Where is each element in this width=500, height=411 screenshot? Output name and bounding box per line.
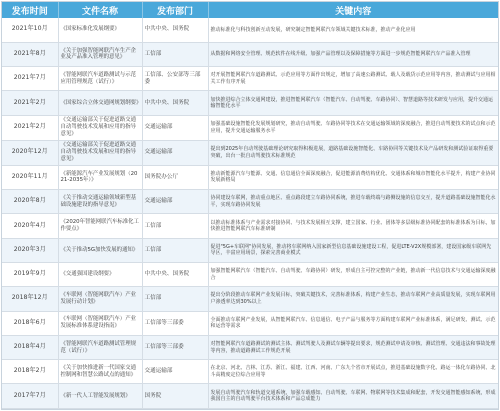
cell-name: 《国家综合立体交通网规划纲要》 [58,91,142,115]
table-row [2,115,498,140]
header-date: 发布时间 [2,2,58,18]
cell-date: 2020年12月 [2,140,58,165]
cell-dept: 工信部 [142,42,208,66]
cell-dept: 国务院办公厅 [142,165,208,189]
table-row [2,263,498,287]
table-row [2,384,498,409]
cell-name: 《关于推动5G加快发展的通知》 [58,238,142,262]
cell-name: 《2020年智能网联汽车标准化工作要点》 [58,214,142,238]
cell-dept: 交通运输部 [142,115,208,140]
cell-name: 《关于推动交通运输领域新型基础设施建设的指导意见》 [58,190,142,214]
cell-date: 2021年10月 [2,18,58,42]
cell-dept: 工信部等三部委 [142,335,208,359]
cell-date: 2020年8月 [2,190,58,214]
cell-name: 《新能源汽车产业发展规划（2021-2035年）》 [58,165,142,189]
header-dept: 发布部门 [142,2,208,18]
cell-dept: 工信部 [142,287,208,311]
cell-name: 《车联网（智能网联汽车）产业发展行动计划》 [58,287,142,311]
cell-dept: 工信部等三部委 [142,311,208,335]
table-row [2,91,498,115]
cell-date: 2020年3月 [2,238,58,262]
table-row [2,311,498,335]
policy-table-container [1,1,499,410]
cell-key: 推动标准化与科技创新互动发展，研究制定智能网联汽车领域关键技术标准，推动产业化应用 [208,18,498,42]
cell-dept: 中共中央、国务院 [142,91,208,115]
cell-date: 2021年2月 [2,115,58,140]
cell-name: 《智能网联汽车道路测试与示范应用管理规范（试行）》 [58,67,142,91]
table-row [2,190,498,214]
cell-date: 2018年12月 [2,287,58,311]
cell-date: 2021年2月 [2,91,58,115]
cell-key: 提出分阶段推动车联网产业发展目标，突破关键技术，完善标准体系，构建产业生态，推动车联网产业高质量发展，实现车联网用户渗透率达到30%以上 [208,287,498,311]
table-row [2,214,498,238]
cell-key: 推动新能源汽车与能源、交通、信息通信全面深度融合，促进能源消费结构优化、交通体系和城市智能化水平提升，构建产业协同发展新格局 [208,165,498,189]
cell-dept: 工信部、公安部等三部委 [142,67,208,91]
table-row [2,67,498,91]
table-row [2,42,498,66]
table-row [2,140,498,165]
cell-dept: 中共中央、国务院 [142,263,208,287]
table-row [2,360,498,384]
table-row [2,335,498,359]
cell-name: 《交通运输部关于促进道路交通自动驾驶技术发展和应用的指导意见》 [58,115,142,140]
cell-key: 从数据和网络安全管理、规范软件在线升级、加强产品管理以及保障措施等方面进一步规范智能网联汽车产品准入管理 [208,42,498,66]
cell-name: 《智能网联汽车道路测试管理规范（试行）》 [58,335,142,359]
cell-name: 《交通强国建设纲要》 [58,263,142,287]
cell-name: 《车联网（智能网联汽车）产业发展标准体系建设指南》 [58,311,142,335]
cell-date: 2018年2月 [2,360,58,384]
table-header-row [2,2,498,18]
cell-key: 对开展智能网联汽车道路测试、示范应用等方面作出规定，增加了高速公路测试、载人及载货示范应用等内容，推动测试与应用相关工作有序开展 [208,67,498,91]
cell-key: 加强基础设施智能化发展规划研究，推动自动驾驶、车路协同等技术在交通运输领域的深度融合，推进自动驾驶技术的试点和示范应用，提升交通运输服务水平 [208,115,498,140]
cell-name: 《关于加快推进新一代国家交通控制网和智慧公路试点的通知》 [58,360,142,384]
cell-dept: 国务院 [142,384,208,409]
header-name: 文件名称 [58,2,142,18]
cell-date: 2021年7月 [2,67,58,91]
cell-dept: 中共中央、国务院 [142,18,208,42]
header-key: 关键内容 [208,2,498,18]
table-row [2,287,498,311]
cell-dept: 交通运输部 [142,140,208,165]
cell-dept: 交通运输部 [142,190,208,214]
cell-dept: 工信部 [142,214,208,238]
cell-dept: 工信部 [142,238,208,262]
cell-date: 2019年9月 [2,263,58,287]
cell-date: 2018年6月 [2,311,58,335]
cell-date: 2018年4月 [2,335,58,359]
cell-name: 《交通运输部关于促进道路交通自动驾驶技术发展和应用的指导意见》 [58,140,142,165]
cell-key: 对智能网联汽车道路测试的测试主体、测试驾驶人及测试车辆等提出要求，规范测试申请及审核、测试管理、交通违法和事故处理等内容，推动道路测试工作规范开展 [208,335,498,359]
cell-key: 协同建设车联网，推动重点地区、重点路段建立车路协同系统，推进车载终端与路侧设施的信息交互，提升道路基础设施智能化水平，实现车路协同发展 [208,190,498,214]
cell-name: 《关于加强智能网联汽车生产企业及产品准入管理的意见》 [58,42,142,66]
cell-date: 2020年4月 [2,214,58,238]
cell-date: 2017年7月 [2,384,58,409]
cell-key: 加强智能网联汽车（智能汽车、自动驾驶、车路协同）研发，形成自主可控完整的产业链，推动新一代信息技术与交通运输深度融合 [208,263,498,287]
cell-key: 以推动标准体系与产业需求对接协同、与技术发展相互支撑，建立国家、行业、团体等多层级标准协同配套的标准体系为目标，加快推进智能网联汽车标准研制 [208,214,498,238]
cell-name: 《新一代人工智能发展规划》 [58,384,142,409]
cell-key: 全面推动车联网产业发展，从智能网联汽车、信息通信、电子产品与服务等方面构建车联网产业标准体系，满足研发、测试、示范和运营等需求 [208,311,498,335]
cell-key: 加快推进综合立体交通网建设，推进智能网联汽车（智能汽车、自动驾驶、车路协同）、智慧道路等技术研发与应用，提升交通运输智能化水平 [208,91,498,115]
cell-key: 提出到2025年自动驾驶基础理论研究取得积极进展，道路基础设施智能化、车路协同等关键技术及产品研发和测试验证取得重要突破，出台一批自动驾驶技术标准规范 [208,140,498,165]
cell-date: 2021年8月 [2,42,58,66]
cell-name: 《国家标准化发展纲要》 [58,18,142,42]
table-row [2,165,498,189]
cell-key: 促进"5G+车联网"协同发展，推动将车联网纳入国家新型信息基础设施建设工程，促进LTE-V2X规模部署，建设国家级车联网先导区，丰富应用场景，探索完善商业模式 [208,238,498,262]
table-row [2,238,498,262]
table-row [2,18,498,42]
cell-dept: 交通运输部 [142,360,208,384]
policy-table [2,2,498,409]
cell-key: 发展自动驾驶汽车和轨道交通系统，加强车载感知、自动驾驶、车联网、物联网等技术集成和配套，开发交通智能感知系统，形成我国自主的自动驾驶平台技术体系和产品总成能力 [208,384,498,409]
cell-key: 在北京、河北、吉林、江苏、浙江、福建、江西、河南、广东九个省市开展试点，推进基础设施数字化、路运一体化车路协同、北斗高精度定位综合应用等 [208,360,498,384]
cell-date: 2020年11月 [2,165,58,189]
